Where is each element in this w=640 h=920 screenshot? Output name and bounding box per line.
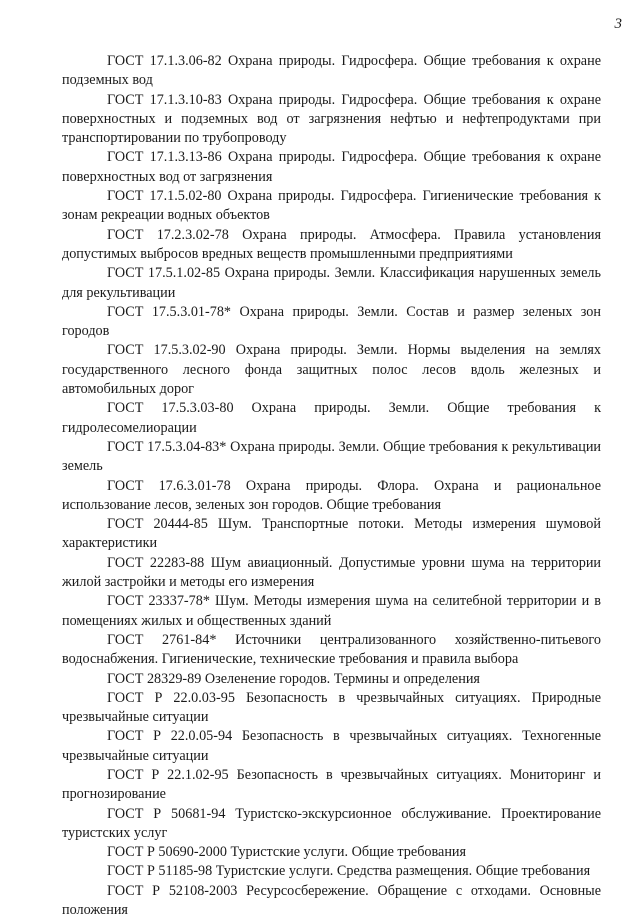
list-item: ГОСТ 17.2.3.02-78 Охрана природы. Атмосфера. Правила установления допустимых выбросов вредных веществ промышленными предприятиями [62,226,601,262]
list-item: ГОСТ 20444-85 Шум. Транспортные потоки. Методы измерения шумовой характеристики [62,516,601,552]
page-number: 3 [614,16,622,32]
list-item: ГОСТ Р 50690-2000 Туристские услуги. Общие требования [107,844,467,861]
list-item: ГОСТ 17.1.3.13-86 Охрана природы. Гидросфера. Общие требования к охране поверхностных вод от загрязнения [62,149,601,185]
list-item: ГОСТ 23337-78* Шум. Методы измерения шума на селитебной территории и в помещениях жилых и общественных зданий [62,593,601,629]
list-item: ГОСТ Р 22.0.03-95 Безопасность в чрезвычайных ситуациях. Природные чрезвычайные ситуации [62,689,601,726]
standards-list [62,52,601,920]
list-item: ГОСТ 17.1.3.10-83 Охрана природы. Гидросфера. Общие требования к охране поверхностных и подземных вод от загрязнения нефтью и нефтепродуктами при транспортировании по трубопроводу [62,91,601,147]
list-item: ГОСТ 17.1.3.06-82 Охрана природы. Гидросфера. Общие требования к охране подземных вод [62,53,601,89]
list-item: ГОСТ 17.5.1.02-85 Охрана природы. Земли. Классификация нарушенных земель для рекультивации [62,265,601,301]
list-item: ГОСТ Р 52108-2003 Ресурсосбережение. Обращение с отходами. Основные положения [62,882,601,919]
list-item: ГОСТ Р 50681-94 Туристско-экскурсионное обслуживание. Проектирование туристских услуг [62,805,601,841]
list-item: ГОСТ Р 22.1.02-95 Безопасность в чрезвычайных ситуациях. Мониторинг и прогнозирование [62,766,601,803]
list-item: ГОСТ 17.5.3.01-78* Охрана природы. Земли. Состав и размер зеленых зон городов [62,303,601,340]
list-item: ГОСТ Р 22.0.05-94 Безопасность в чрезвычайных ситуациях. Техногенные чрезвычайные ситуации [62,728,601,764]
list-item: ГОСТ 22283-88 Шум авиационный. Допустимые уровни шума на территории жилой застройки и методы его измерения [62,554,601,591]
list-item: ГОСТ 2761-84* Источники централизованного хозяйственно-питьевого водоснабжения. Гигиенические, технические требования и правила выбора [62,631,601,668]
list-item: ГОСТ 17.6.3.01-78 Охрана природы. Флора. Охрана и рациональное использование лесов, зеленых зон городов. Общие требования [62,477,601,513]
list-item: ГОСТ Р 51185-98 Туристские услуги. Средства размещения. Общие требования [107,863,591,880]
list-item: ГОСТ 17.1.5.02-80 Охрана природы. Гидросфера. Гигиенические требования к зонам рекреации водных объектов [62,188,601,224]
list-item: ГОСТ 17.5.3.04-83* Охрана природы. Земли. Общие требования к рекультивации земель [62,438,601,475]
list-item: ГОСТ 17.5.3.02-90 Охрана природы. Земли. Нормы выделения на землях государственного лесного фонда защитных полос лесов вдоль железных и автомобильных дорог [62,342,601,398]
list-item: ГОСТ 28329-89 Озеленение городов. Термины и определения [107,670,480,687]
list-item: ГОСТ 17.5.3.03-80 Охрана природы. Земли. Общие требования к гидролесомелиорации [62,400,601,436]
